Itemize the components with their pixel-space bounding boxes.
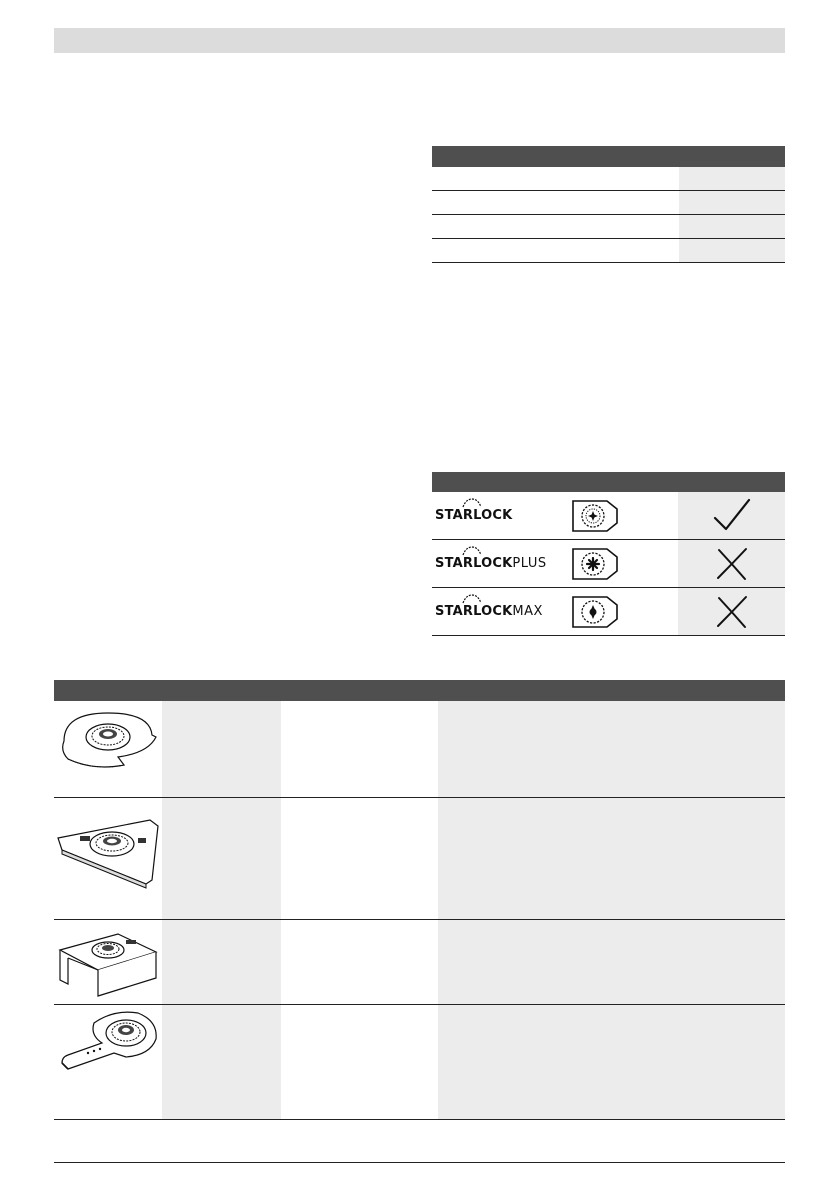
table-row [54, 798, 785, 920]
table-row [54, 701, 785, 798]
specs-table-header [432, 146, 785, 167]
table-row [432, 215, 785, 239]
table-row [432, 239, 785, 263]
specs-table [432, 146, 785, 263]
accessories-table-header [54, 680, 785, 701]
compatibility-table [432, 472, 785, 636]
starlock-max-logo: STARLOCKMAX [432, 604, 543, 619]
compatibility-table-header [432, 472, 785, 492]
starlock-plus-logo: STARLOCKPLUS [432, 556, 547, 571]
compat-row-starlock-plus [432, 540, 785, 588]
gear-icon [462, 498, 482, 508]
segment-saw-blade-icon [54, 701, 162, 797]
starlock-max-mount-icon [571, 595, 619, 629]
plunge-cut-blade-icon [54, 1005, 162, 1119]
gear-icon [462, 546, 482, 556]
starlock-mount-icon [571, 499, 619, 533]
cross-icon [714, 594, 750, 630]
table-row [432, 191, 785, 215]
accessories-table [54, 680, 785, 1120]
compat-row-starlock [432, 492, 785, 540]
cross-icon [714, 546, 750, 582]
table-row [54, 1005, 785, 1120]
starlock-plus-mount-icon [571, 547, 619, 581]
starlock-logo: STARLOCK [432, 508, 512, 523]
page-header-bar [54, 28, 785, 53]
table-row [54, 920, 785, 1005]
check-icon [711, 496, 753, 536]
footer-rule [54, 1162, 785, 1163]
scraper-blade-icon [54, 920, 162, 1004]
gear-icon [462, 594, 482, 604]
delta-sanding-plate-icon [54, 798, 162, 919]
compat-row-starlock-max [432, 588, 785, 636]
table-row [432, 167, 785, 191]
